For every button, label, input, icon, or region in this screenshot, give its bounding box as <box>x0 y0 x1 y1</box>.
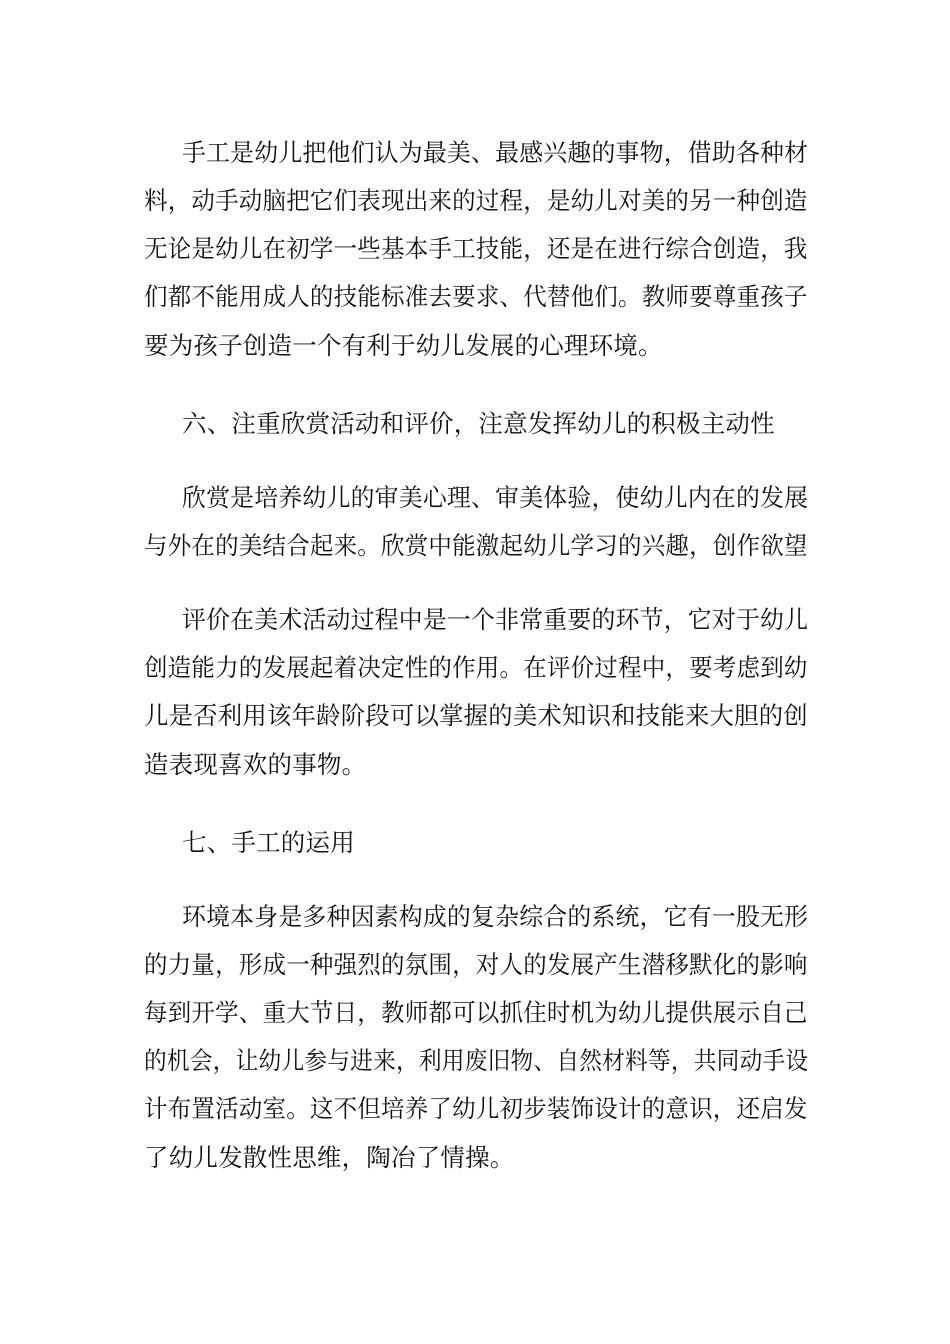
paragraph-3-line-1: 欣赏是培养幼儿的审美心理、审美体验，使幼儿内在的发展 <box>182 483 809 512</box>
paragraph-4-line-1: 评价在美术活动过程中是一个非常重要的环节，它对于幼儿 <box>182 605 809 634</box>
paragraph-6-line-1: 环境本身是多种因素构成的复杂综合的系统，它有一股无形 <box>182 902 809 931</box>
paragraph-6-line-2: 的力量，形成一种强烈的氛围，对人的发展产生潜移默化的影响 <box>144 950 808 979</box>
paragraph-6-line-4: 的机会，让幼儿参与进来，利用废旧物、自然材料等，共同动手设 <box>144 1046 809 1075</box>
paragraph-6-line-6: 了幼儿发散性思维，陶冶了情操。 <box>144 1143 515 1172</box>
paragraph-1-line-2: 料，动手动脑把它们表现出来的过程，是幼儿对美的另一种创造 <box>144 186 808 215</box>
section-heading-6: 六、注重欣赏活动和评价，注意发挥幼儿的积极主动性 <box>182 409 775 438</box>
paragraph-6-line-3: 每到开学、重大节日，教师都可以抓住时机为幼儿提供展示自己 <box>144 998 808 1027</box>
paragraph-4-line-3: 儿是否利用该年龄阶段可以掌握的美术知识和技能来大胆的创 <box>144 701 808 730</box>
paragraph-3-line-2: 与外在的美结合起来。欣赏中能激起幼儿学习的兴趣，创作欲望 <box>144 531 808 560</box>
paragraph-6-line-5: 计布置活动室。这不但培养了幼儿初步装饰设计的意识，还启发 <box>144 1094 808 1123</box>
paragraph-1-line-5: 要为孩子创造一个有利于幼儿发展的心理环境。 <box>144 331 663 360</box>
paragraph-1-line-4: 们都不能用成人的技能标准去要求、代替他们。教师要尊重孩子 <box>144 282 808 311</box>
paragraph-1-line-3: 无论是幼儿在初学一些基本手工技能，还是在进行综合创造，我 <box>144 234 808 263</box>
paragraph-4-line-4: 造表现喜欢的事物。 <box>144 750 367 779</box>
section-heading-7: 七、手工的运用 <box>182 828 355 857</box>
paragraph-1-line-1: 手工是幼儿把他们认为最美、最感兴趣的事物，借助各种材 <box>182 138 809 167</box>
paragraph-4-line-2: 创造能力的发展起着决定性的作用。在评价过程中，要考虑到幼 <box>144 653 808 682</box>
